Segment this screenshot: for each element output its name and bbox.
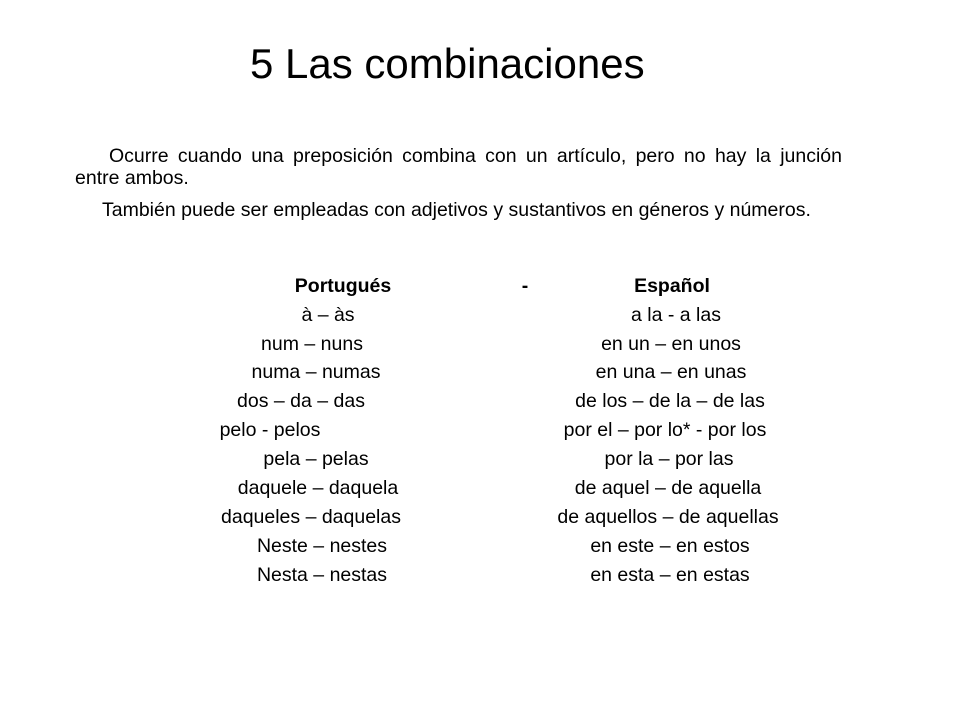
cell-espanol: de aquellos – de aquellas (557, 506, 779, 528)
cell-espanol: de aquel – de aquella (574, 477, 762, 499)
table-row (0, 416, 960, 444)
cell-espanol: de los – de la – de las (575, 390, 765, 412)
cell-portugues: à – às (301, 304, 355, 326)
cell-portugues: pelo - pelos (219, 419, 321, 441)
column-header-portugues: Portugués (294, 275, 392, 297)
cell-portugues: daqueles – daquelas (221, 506, 401, 528)
cell-portugues: pela – pelas (263, 448, 369, 470)
cell-espanol: a la - a las (631, 304, 721, 326)
cell-espanol: por el – por lo* - por los (563, 419, 767, 441)
cell-portugues: Nesta – nestas (256, 564, 388, 586)
table-row (0, 561, 960, 589)
table-row (0, 474, 960, 502)
paragraph-usage (75, 199, 842, 221)
table-row (0, 445, 960, 473)
table-row (0, 387, 960, 415)
paragraph-usage-text: También puede ser empleadas con adjetivos y sustantivos en géneros y números. (102, 199, 811, 221)
table-header (0, 272, 960, 300)
cell-portugues: daquele – daquela (237, 477, 399, 499)
paragraph-definition (75, 145, 842, 189)
cell-espanol: en un – en unos (601, 333, 741, 355)
cell-espanol: en una – en unas (595, 361, 747, 383)
slide-title: 5 Las combinaciones (250, 40, 645, 87)
table-row (0, 330, 960, 358)
cell-portugues: num – nuns (261, 333, 363, 355)
cell-portugues: numa – numas (251, 361, 381, 383)
table-row (0, 301, 960, 329)
paragraph-definition-text: Ocurre cuando una preposición combina con un artículo, pero no hay la junción entre ambos. (75, 145, 842, 189)
cell-espanol: por la – por las (604, 448, 734, 470)
cell-portugues: Neste – nestes (256, 535, 388, 557)
cell-espanol: en este – en estos (590, 535, 750, 557)
table-row (0, 532, 960, 560)
column-header-espanol: Español (634, 275, 710, 297)
cell-portugues: dos – da – das (237, 390, 365, 412)
cell-espanol: en esta – en estas (590, 564, 750, 586)
table-row (0, 358, 960, 386)
column-separator: - (521, 275, 529, 297)
table-row (0, 503, 960, 531)
